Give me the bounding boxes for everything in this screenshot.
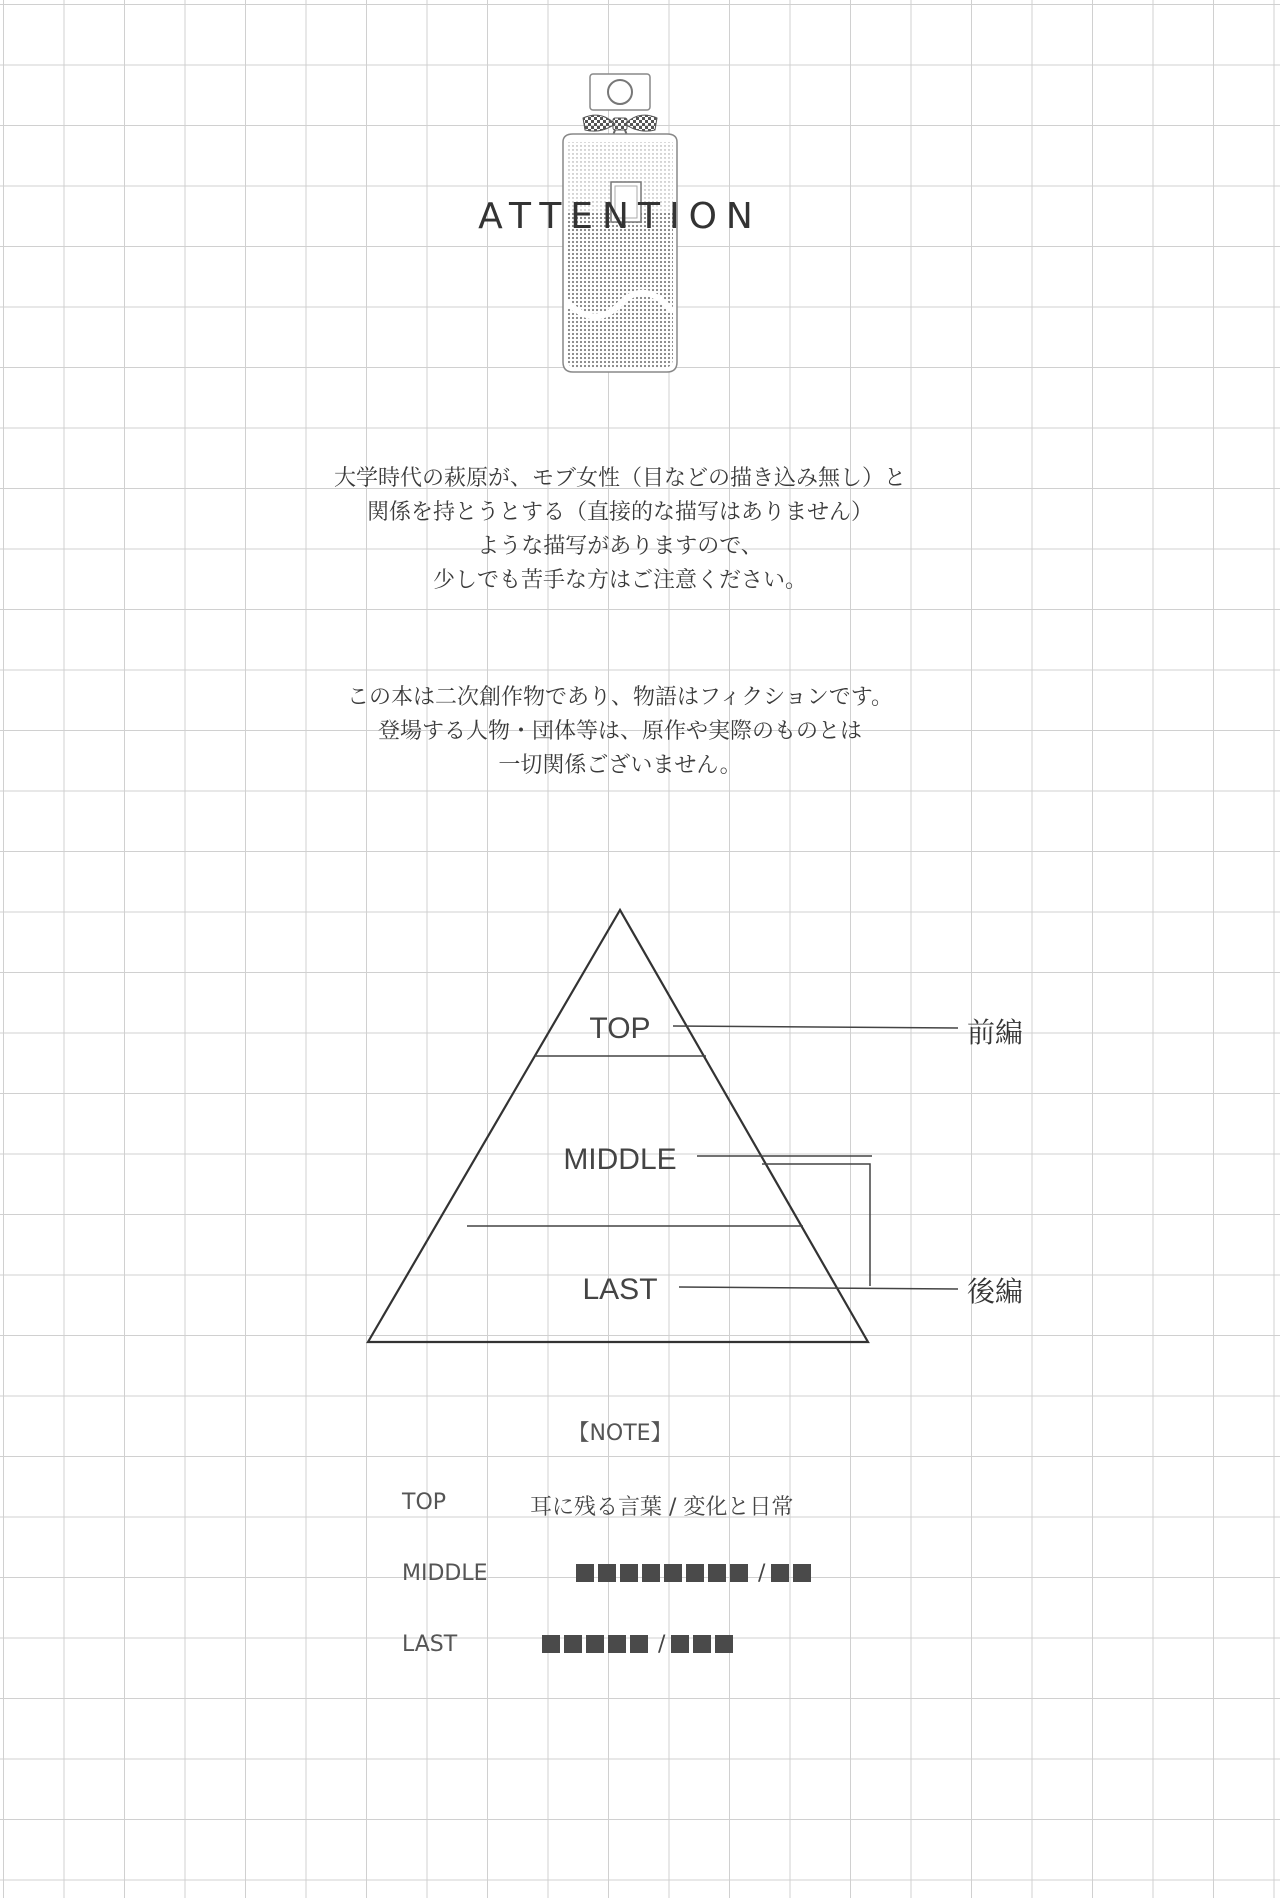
redaction-block — [630, 1635, 648, 1653]
redaction-block — [715, 1635, 733, 1653]
note-value-redacted — [576, 1561, 815, 1586]
redaction-block — [693, 1635, 711, 1653]
tier-top-label: TOP — [589, 1012, 651, 1045]
separator-slash: / — [658, 1632, 666, 1657]
content-warning-line: 少しでも苦手な方はご注意ください。 — [432, 568, 807, 593]
redaction-block — [564, 1635, 582, 1653]
separator-slash: / — [758, 1561, 766, 1586]
redaction-block — [586, 1635, 604, 1653]
connector-top — [673, 1026, 958, 1028]
disclaimer-line: この本は二次創作物であり、物語はフィクションです。 — [346, 685, 894, 710]
disclaimer-line: 一切関係ございません。 — [498, 753, 742, 778]
back-part-label: 後編 — [967, 1275, 1024, 1308]
redaction-block — [542, 1635, 560, 1653]
content-warning-line: 関係を持とうとする（直接的な描写はありません） — [366, 500, 873, 525]
note-key: TOP — [402, 1490, 447, 1515]
note-key: LAST — [402, 1632, 458, 1657]
redaction-block — [686, 1564, 704, 1582]
redaction-block — [620, 1564, 638, 1582]
content-warning-line: 大学時代の萩原が、モブ女性（目などの描き込み無し）と — [333, 466, 906, 491]
content-warning — [0, 462, 1240, 598]
disclaimer-line: 登場する人物・団体等は、原作や実際のものとは — [377, 719, 862, 744]
pyramid-diagram — [360, 900, 1040, 1350]
note-key: MIDDLE — [402, 1561, 488, 1586]
note-value: 耳に残る言葉 / 変化と日常 — [530, 1495, 794, 1520]
page-title: ATTENTION — [478, 196, 762, 237]
note-heading: 【NOTE】 — [567, 1421, 673, 1446]
tier-last-label: LAST — [582, 1273, 658, 1306]
connector-last — [679, 1287, 958, 1289]
redaction-block — [793, 1564, 811, 1582]
tier-middle-label: MIDDLE — [563, 1143, 677, 1176]
redaction-block — [598, 1564, 616, 1582]
content-warning-line: ような描写がありますので、 — [477, 534, 763, 559]
redaction-block — [608, 1635, 626, 1653]
redaction-block — [664, 1564, 682, 1582]
redaction-block — [576, 1564, 594, 1582]
fiction-disclaimer — [0, 681, 1240, 783]
redaction-block — [642, 1564, 660, 1582]
connector-bracket — [762, 1164, 870, 1286]
redaction-block — [708, 1564, 726, 1582]
front-part-label: 前編 — [967, 1016, 1024, 1049]
redaction-block — [771, 1564, 789, 1582]
note-value-redacted — [542, 1632, 737, 1657]
redaction-block — [730, 1564, 748, 1582]
redaction-block — [671, 1635, 689, 1653]
